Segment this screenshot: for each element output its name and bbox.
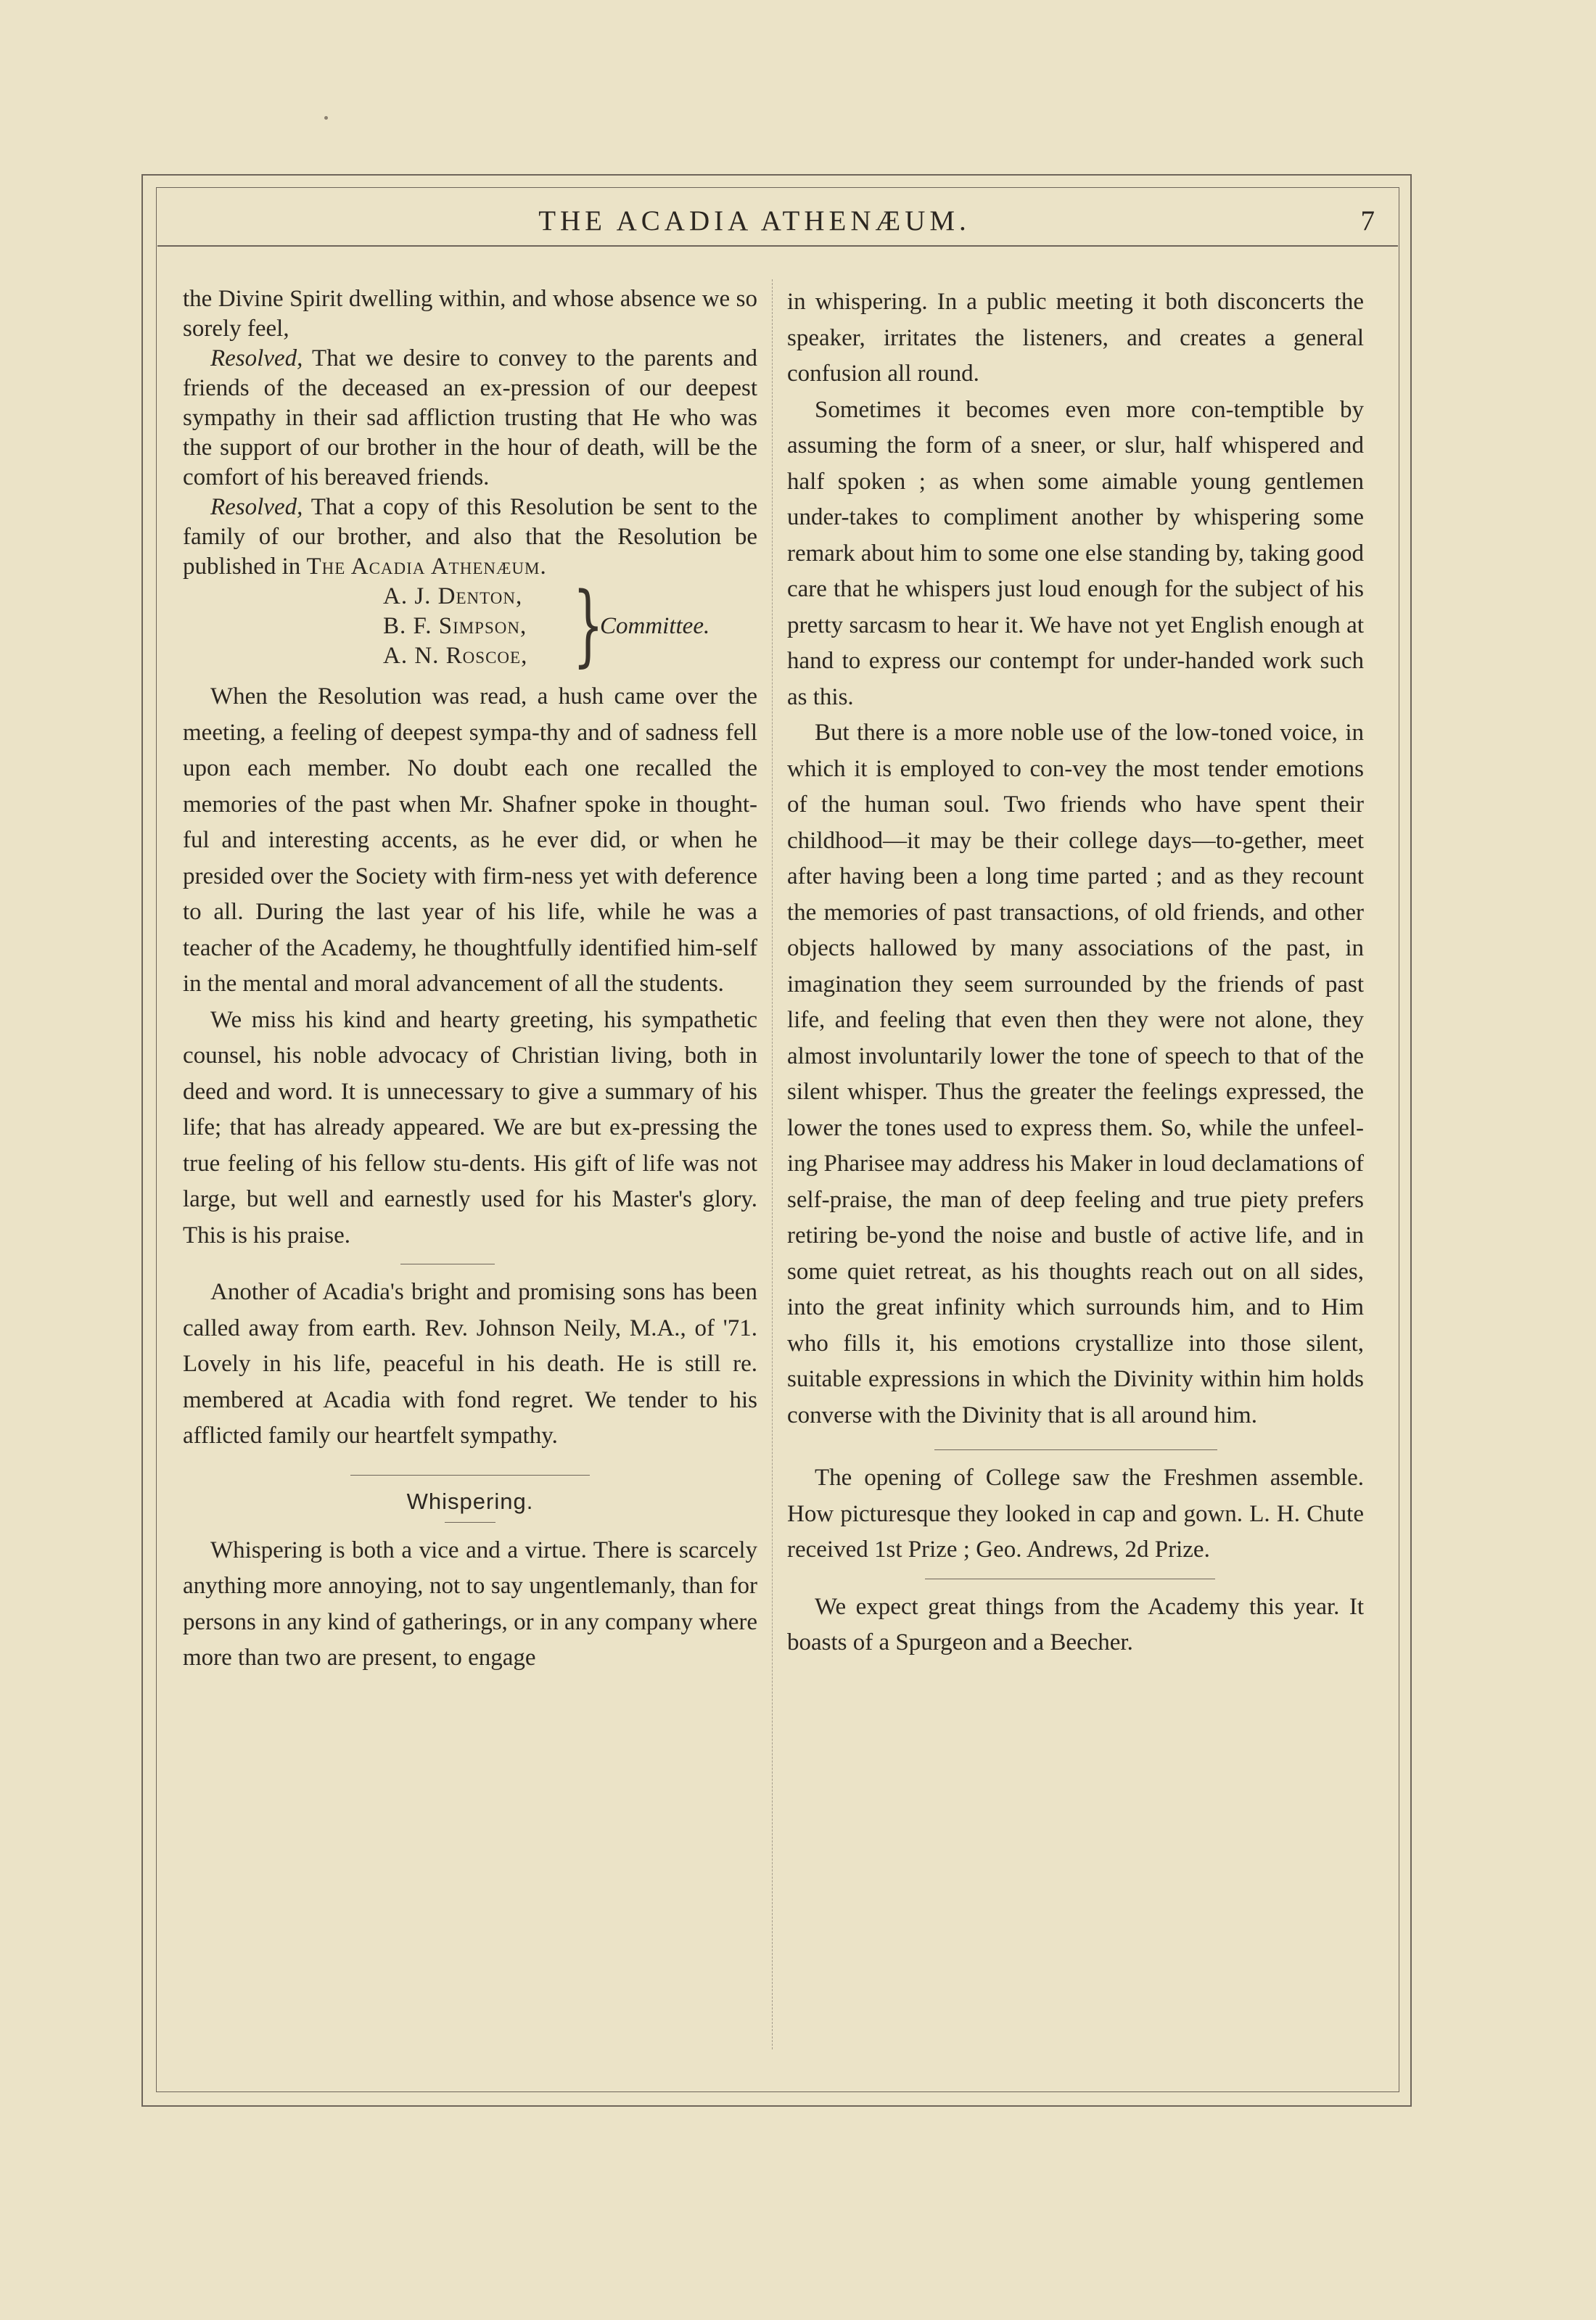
committee-member: A. J. Denton, — [383, 583, 523, 609]
running-title: THE ACADIA ATHENÆUM. — [538, 205, 971, 236]
committee-label: Committee. — [600, 613, 710, 639]
paragraph-whispering-1: Whispering is both a vice and a virtue. There is scarcely anything more annoying, not to say ungentlemanly, than for persons in any kind of gatherings, or in any company where more than two are present, to engage — [183, 1537, 757, 1671]
paragraph-neily: Another of Acadia's bright and promising sons has been called away from earth. Rev. Johnson Neily, M.A., of '71. Lovely in his life, peaceful in his death. He is still re. membered at Acadia with fond regret. We tender to his afflicted family our heartfelt sympathy. — [183, 1279, 757, 1449]
committee-names — [383, 582, 527, 671]
header-rule — [157, 245, 1398, 247]
page-number: 7 — [1360, 205, 1375, 236]
right-column — [787, 284, 1364, 1661]
paragraph-whispering-continued: in whispering. In a public meeting it both disconcerts the speaker, irritates the listeners, and creates a general confusion all round. — [787, 289, 1364, 387]
section-rule — [934, 1449, 1217, 1450]
committee-signatures — [183, 573, 757, 676]
resolution-intro: the Divine Spirit dwelling within, and whose absence we so sorely feel, — [183, 286, 757, 342]
committee-member: A. N. Roscoe, — [383, 643, 528, 669]
paragraph-noble-use: But there is a more noble use of the low-toned voice, in which it is employed to con-vey the most tender emotions of the human soul. Two friends who have spent their childhood—it may be their college days—to-gether, meet after having been a long time parted ; and as they recount the memories of past transactions, of old friends, and other objects hallowed by many associations of the past, in imagination they seem surrounded by the friends of past life, and feeling that even then they were not alone, they almost involuntarily lower the tone of speech to that of the silent whisper. Thus the greater the feelings expressed, the lower the tones used to express them. So, while the unfeel-ing Pharisee may address his Maker in loud declamations of self-praise, the man of deep feeling and true piety prefers retiring be-yond the noise and bustle of active life, and in some quiet retreat, as his thoughts reach out on all sides, into the great infinity which surrounds him, and to Him who fills it, his emotions crystallize into those silent, suitable expressions in which the Divinity within him holds converse with the Divinity that is all around him. — [787, 720, 1364, 1428]
paragraph-sometimes: Sometimes it becomes even more con-temptible by assuming the form of a sneer, or slur, half whispered and half spoken ; as when some aimable young gentlemen under-takes to compliment another by whispering some remark about him to some one else standing by, taking good care that he whispers just loud enough for the subject of his pretty sarcasm to hear it. We have not yet English enough at hand to express our contempt for under-handed work such as this. — [787, 396, 1364, 710]
resolved-lead: Resolved, — [210, 494, 303, 520]
paragraph-reading: When the Resolution was read, a hush came over the meeting, a feeling of deepest sympa-thy and of sadness fell upon each member. No doubt each one recalled the memories of the past when Mr. Shafner spoke in thought-ful and interesting accents, as he ever did, or when he presided over the Society with firm-ness yet with deference to all. During the last year of his life, while he was a teacher of the Academy, he thoughtfully identified him-self in the mental and moral advancement of all the students. — [183, 683, 757, 997]
section-rule — [350, 1475, 590, 1476]
resolved-paragraph-2 — [183, 493, 757, 582]
paragraph-freshmen: The opening of College saw the Freshmen assemble. How picturesque they looked in cap and gown. L. H. Chute received 1st Prize ; Geo. Andrews, 2d Prize. — [787, 1465, 1364, 1563]
resolved-text: That we desire to convey to the parents and friends of the deceased an ex-pression of our deepest sympathy in their sad affliction trusting that He who was the support of our brother in the hour of death, will be the comfort of his bereaved friends. — [183, 345, 757, 490]
paper-speck — [324, 116, 328, 120]
paragraph-academy: We expect great things from the Academy this year. It boasts of a Spurgeon and a Beecher. — [787, 1593, 1364, 1655]
resolved-paragraph-1 — [183, 344, 757, 493]
whispering-heading: Whispering. — [406, 1488, 534, 1514]
paragraph-miss: We miss his kind and hearty greeting, his sympathetic counsel, his noble advocacy of Christian living, both in deed and word. It is unnecessary to give a summary of his life; that has already appeared. We are but ex-pressing the true feeling of his fellow stu-dents. His gift of life was not large, but well and earnestly used for his Master's glory. This is his praise. — [183, 1006, 757, 1249]
resolved-lead: Resolved, — [210, 345, 303, 371]
committee-member: B. F. Simpson, — [383, 613, 527, 639]
resolved-text: That a copy of this Resolution be sent to the family of our brother, and also that the Resolution be published in — [183, 494, 757, 580]
left-column — [183, 284, 757, 1677]
publication-name: The Acadia Athenæum. — [306, 554, 547, 580]
committee-brace: } — [572, 573, 604, 676]
heading-rule — [445, 1522, 495, 1523]
column-divider — [772, 279, 773, 2049]
